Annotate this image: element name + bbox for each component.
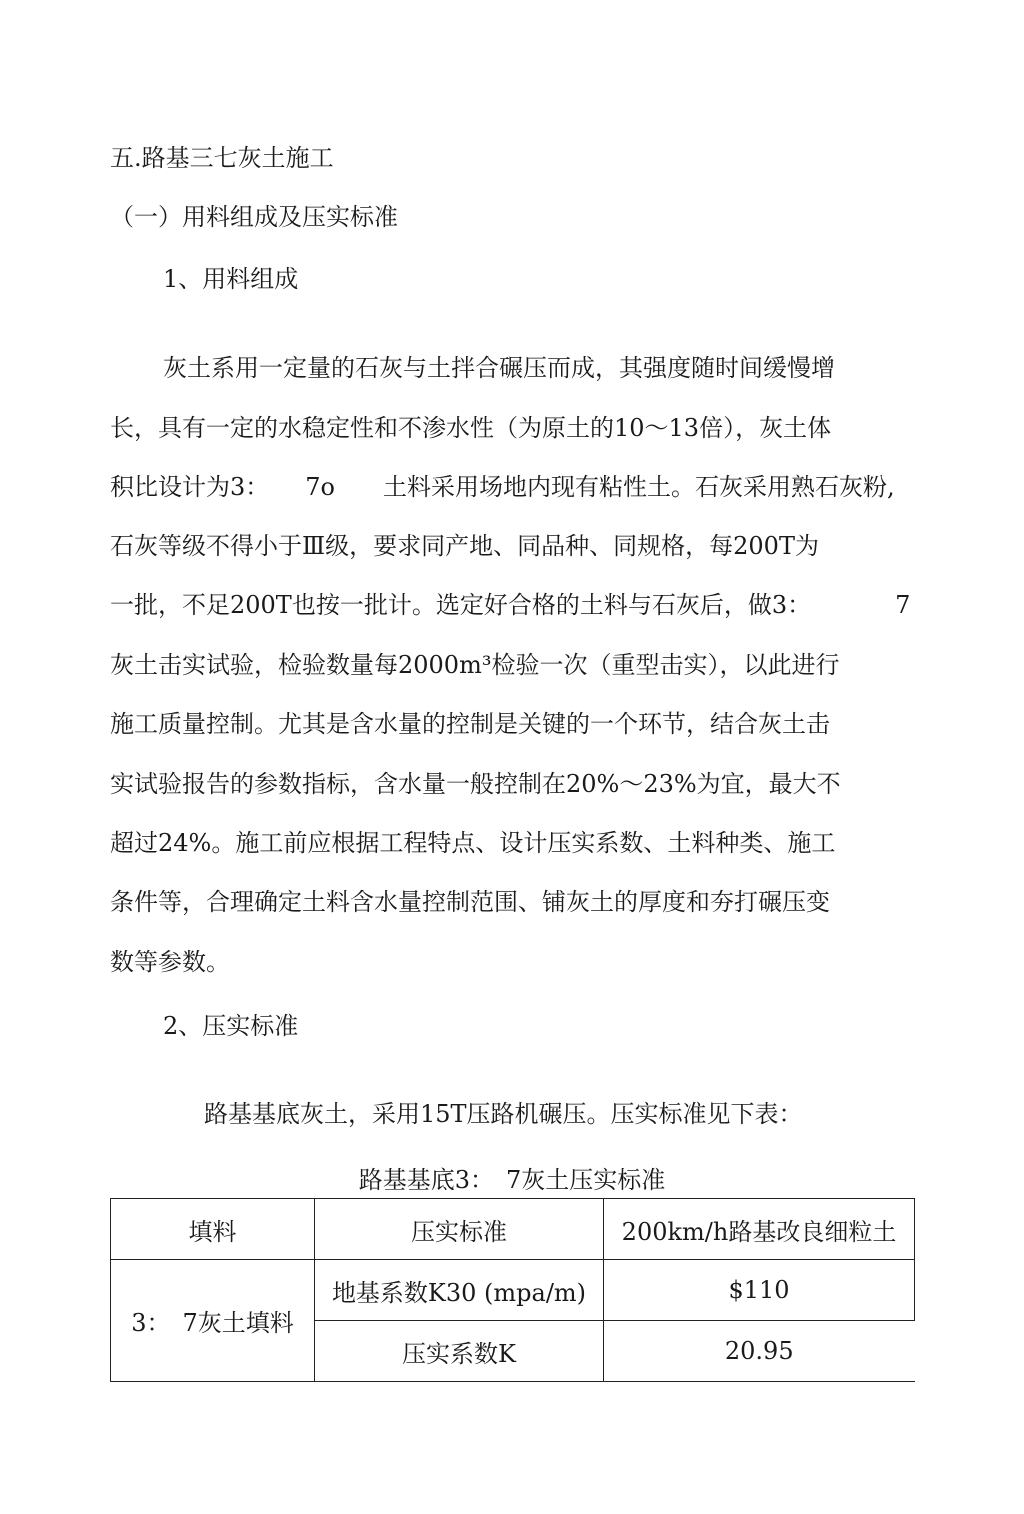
value-cell: 20.95 [604,1321,915,1382]
paragraph-line: 灰土系用一定量的石灰与土拌合碾压而成，其强度随时间缓慢增 [163,354,835,382]
standard-cell: 地基系数K30 (mpa/m) [315,1260,604,1321]
compaction-intro: 路基基底灰土，采用15T压路机碾压。压实标准见下表： [204,1100,803,1128]
paragraph-line: 一批，不足200T也按一批计。选定好合格的土料与石灰后，做3： 7 [110,591,911,619]
paragraph-line: 石灰等级不得小于Ⅲ级，要求同产地、同品种、同规格，每200T为 [110,532,819,560]
fill-label-cell: 3： 7灰土填料 [111,1260,315,1382]
table-row [111,1260,915,1321]
paragraph-line: 实试验报告的参数指标，含水量一般控制在20%～23%为宜，最大不 [110,770,841,798]
paragraph-line: 积比设计为3： 7o 土料采用场地内现有粘性土。石灰采用熟石灰粉, [110,473,895,501]
item1-title: 1、用料组成 [163,265,299,293]
subsection-title: （一）用料组成及压实标准 [110,203,398,231]
paragraph-line: 灰土击实试验，检验数量每2000m³检验一次（重型击实），以此进行 [110,651,840,679]
table-caption: 路基基底3： 7灰土压实标准 [358,1166,666,1194]
item2-title: 2、压实标准 [163,1012,299,1040]
paragraph-line: 数等参数。 [110,948,230,976]
table-header-row [111,1199,915,1260]
value-cell: $110 [604,1260,915,1321]
paragraph-line: 条件等，合理确定土料含水量控制范围、铺灰土的厚度和夯打碾压变 [110,888,830,916]
header-fill: 填料 [111,1199,315,1260]
paragraph-line: 长，具有一定的水稳定性和不渗水性（为原土的10～13倍），灰土体 [110,414,832,442]
header-standard: 压实标准 [315,1199,604,1260]
section-title: 五.路基三七灰土施工 [110,144,334,172]
header-soil: 200km/h路基改良细粒土 [604,1199,915,1260]
paragraph-line: 施工质量控制。尤其是含水量的控制是关键的一个环节，结合灰土击 [110,710,830,738]
compaction-standard-table [110,1198,915,1382]
paragraph-line: 超过24%。施工前应根据工程特点、设计压实系数、土料种类、施工 [110,829,836,857]
standard-cell: 压实系数K [315,1321,604,1382]
